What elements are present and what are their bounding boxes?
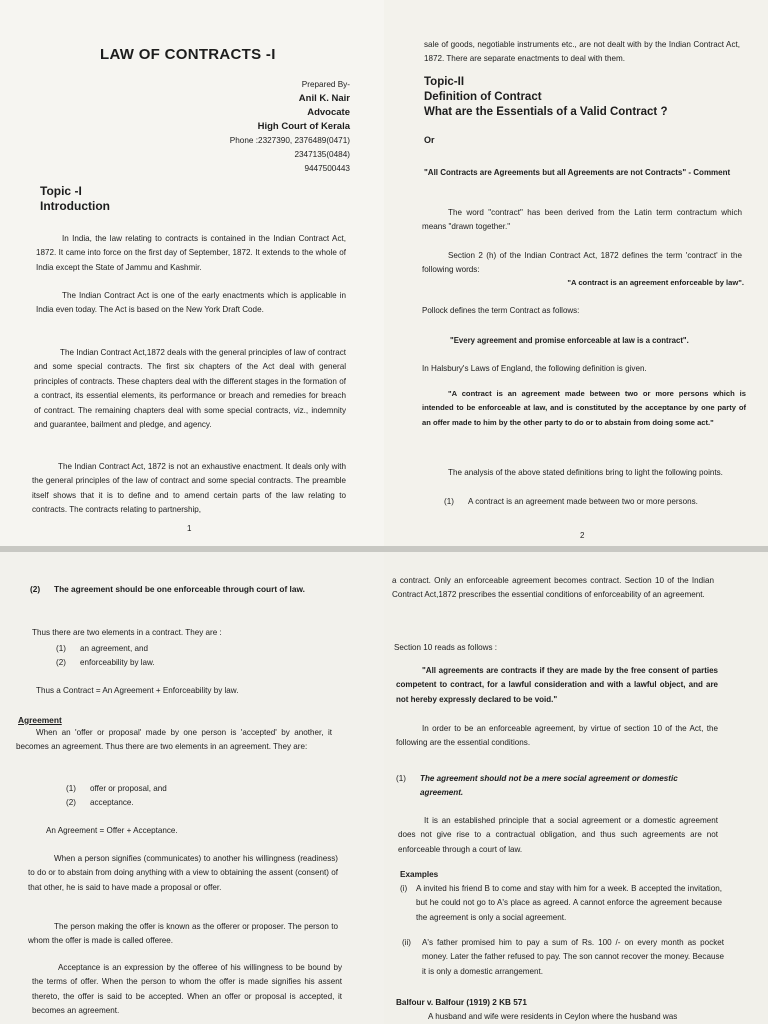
agreement-heading: Agreement <box>18 715 62 725</box>
list-item-text: A contract is an agreement made between two or more persons. <box>468 497 698 506</box>
page-1 <box>0 0 384 548</box>
paragraph: sale of goods, negotiable instruments etc., are not dealt with by the Indian Contract Act, 1872. There are separate enactments to deal with them. <box>424 40 740 64</box>
quote-heading: "All Contracts are Agreements but all Agreements are not Contracts" - Comment <box>424 168 731 177</box>
list-item-text: an agreement, and <box>80 644 148 653</box>
example-1 <box>400 882 722 925</box>
page-3 <box>0 550 384 1024</box>
list-item-text: The agreement should be one enforceable through court of law. <box>54 584 305 594</box>
paragraph: a contract. Only an enforceable agreement becomes contract. Section 10 of the Indian Contract Act,1872 prescribes the essential conditions of enforceability of an agreement. <box>392 576 714 600</box>
formula: An Agreement = Offer + Acceptance. <box>46 826 178 835</box>
list-item-number: (1) <box>444 497 454 506</box>
page-number: 1 <box>187 524 192 533</box>
author-phone-3: 9447500443 <box>304 164 350 173</box>
author-role: Advocate <box>307 107 350 118</box>
list-item-text: A invited his friend B to come and stay with him for a week. B accepted the invitation, but he could not go to A's place as agreed. A cannot enforce the agreement because the agreement is only a social agreement. <box>416 884 722 922</box>
paragraph: The Indian Contract Act,1872 deals with the general principles of law of contract and some special contracts. The first six chapters of the Act deal with general principles of contracts. These chapters deal with the different stages in the formation of a contract, its essential elements, its performance or breach and remedies for breach of contract. The remaining chapters deal with some special contracts, viz., indemnity and guarantee, bailment and pledge, and agency. <box>34 348 346 430</box>
page-4 <box>384 550 768 1024</box>
paragraph: Thus there are two elements in a contract. They are : <box>32 628 222 637</box>
list-item-text: enforceability by law. <box>80 658 155 668</box>
page-separator <box>0 546 768 552</box>
list-item-number: (1) <box>56 644 66 653</box>
topic-2-question: What are the Essentials of a Valid Contract ? <box>424 106 668 118</box>
paragraph: It is an established principle that a social agreement or a domestic agreement does not give rise to a contractual obligation, and thus such agreements are not enforceable through a court of law. <box>398 816 718 854</box>
paragraph: When an 'offer or proposal' made by one person is 'accepted' by another, it becomes an agreement. Thus there are two elements in an agreement. They are: <box>16 728 332 752</box>
author-court: High Court of Kerala <box>257 121 350 132</box>
page-number: 2 <box>580 531 585 540</box>
author-name: Anil K. Nair <box>298 93 350 104</box>
page-2 <box>384 0 768 548</box>
author-phone-2: 2347135(0484) <box>294 150 350 159</box>
case-heading: Balfour v. Balfour (1919) 2 KB 571 <box>396 998 527 1007</box>
list-item-number: (2) <box>66 798 76 808</box>
author-phone-1: Phone :2327390, 2376489(0471) <box>229 136 350 145</box>
quote-definition: "A contract is an agreement made between two or more persons which is intended to be enforceable at law, and is constituted by the acceptance by one party of an offer made to him by the other party to do or to abstain from doing some act." <box>422 389 746 427</box>
paragraph: Acceptance is an expression by the offeree of his willingness to be bound by the terms of offer. When the person to whom the offer is made signifies his assent thereto, the offer is said to be accepted. When an offer or proposal is accepted, it becomes an agreement. <box>32 963 342 1016</box>
list-item-number: (2) <box>56 658 66 668</box>
list-item-number: (1) <box>396 774 406 783</box>
elements-list <box>56 642 316 671</box>
paragraph: When a person signifies (communicates) to another his willingness (readiness) to do or to abstain from doing anything with a view to obtaining the assent (consent) of that other, he is said to have made a proposal or offer. <box>28 854 338 892</box>
paragraph: The Indian Contract Act, 1872 is not an exhaustive enactment. It deals only with the general principles of the law of contract and some special contracts. The preamble itself shows that it is to define and to amend certain parts of the law relating to contracts. The contracts relating to partnership, <box>32 462 346 515</box>
examples-heading: Examples <box>400 870 439 879</box>
quote-definition: "Every agreement and promise enforceable at law is a contract". <box>450 336 689 345</box>
paragraph: The person making the offer is known as the offerer or proposer. The person to whom the offer is made is called offeree. <box>28 922 338 946</box>
document-title: LAW OF CONTRACTS -I <box>100 46 276 63</box>
list-item <box>56 642 316 656</box>
list-item-number: (2) <box>30 584 41 594</box>
prepared-by-label: Prepared By- <box>301 80 350 89</box>
paragraph: A husband and wife were residents in Ceylon where the husband was <box>428 1012 678 1021</box>
topic-1-label: Topic -I <box>40 184 82 198</box>
list-item <box>56 656 316 670</box>
topic-2-label: Topic-II <box>424 76 465 88</box>
list-item <box>66 796 316 810</box>
condition-2 <box>30 582 320 596</box>
list-item-text: offer or proposal, and <box>90 784 167 793</box>
list-item-number: (i) <box>400 884 408 893</box>
paragraph: Section 10 reads as follows : <box>394 643 498 652</box>
paragraph: Pollock defines the term Contract as follows: <box>422 306 580 315</box>
list-item-number: (ii) <box>402 938 411 947</box>
quote-definition: "A contract is an agreement enforceable by law". <box>567 278 744 287</box>
topic-1-title: Introduction <box>40 199 110 213</box>
paragraph: The word "contract" has been derived from the Latin term contractum which means "drawn together." <box>422 208 742 232</box>
list-item-number: (1) <box>66 784 76 793</box>
list-item-text: acceptance. <box>90 798 134 808</box>
paragraph: In Halsbury's Laws of England, the following definition is given. <box>422 364 647 373</box>
quote-section-10: "All agreements are contracts if they are made by the free consent of parties competent to contract, for a lawful consideration and with a lawful object, and are not hereby expressly declared to be void." <box>396 666 718 704</box>
list-item-text: A's father promised him to pay a sum of Rs. 100 /- on every month as pocket money. Later the father refused to pay. The son cannot recover the money. Because it is only a domestic arrangement. <box>422 938 724 976</box>
example-2 <box>402 936 724 979</box>
list-item-text: The agreement should not be a mere social agreement or domestic agreement. <box>420 774 678 798</box>
or-label: Or <box>424 135 435 145</box>
paragraph: In India, the law relating to contracts is contained in the Indian Contract Act, 1872. It came into force on the first day of September, 1872. It extends to the whole of India except the State of Jammu and Kashmir. <box>36 234 346 272</box>
paragraph: Section 2 (h) of the Indian Contract Act, 1872 defines the term 'contract' in the following words: <box>422 251 742 275</box>
paragraph: The Indian Contract Act is one of the early enactments which is applicable in India even today. The Act is based on the New York Draft Code. <box>36 291 346 315</box>
list-item <box>444 495 744 509</box>
paragraph: The analysis of the above stated definitions bring to light the following points. <box>448 468 723 477</box>
condition-1 <box>396 772 718 801</box>
paragraph: In order to be an enforceable agreement, by virtue of section 10 of the Act, the following are the essential conditions. <box>396 724 718 748</box>
formula: Thus a Contract = An Agreement + Enforceability by law. <box>36 686 239 695</box>
agreement-elements-list <box>66 782 316 811</box>
list-item <box>66 782 316 796</box>
author-block <box>180 78 350 176</box>
topic-2-title: Definition of Contract <box>424 91 542 103</box>
points-list <box>444 495 744 509</box>
